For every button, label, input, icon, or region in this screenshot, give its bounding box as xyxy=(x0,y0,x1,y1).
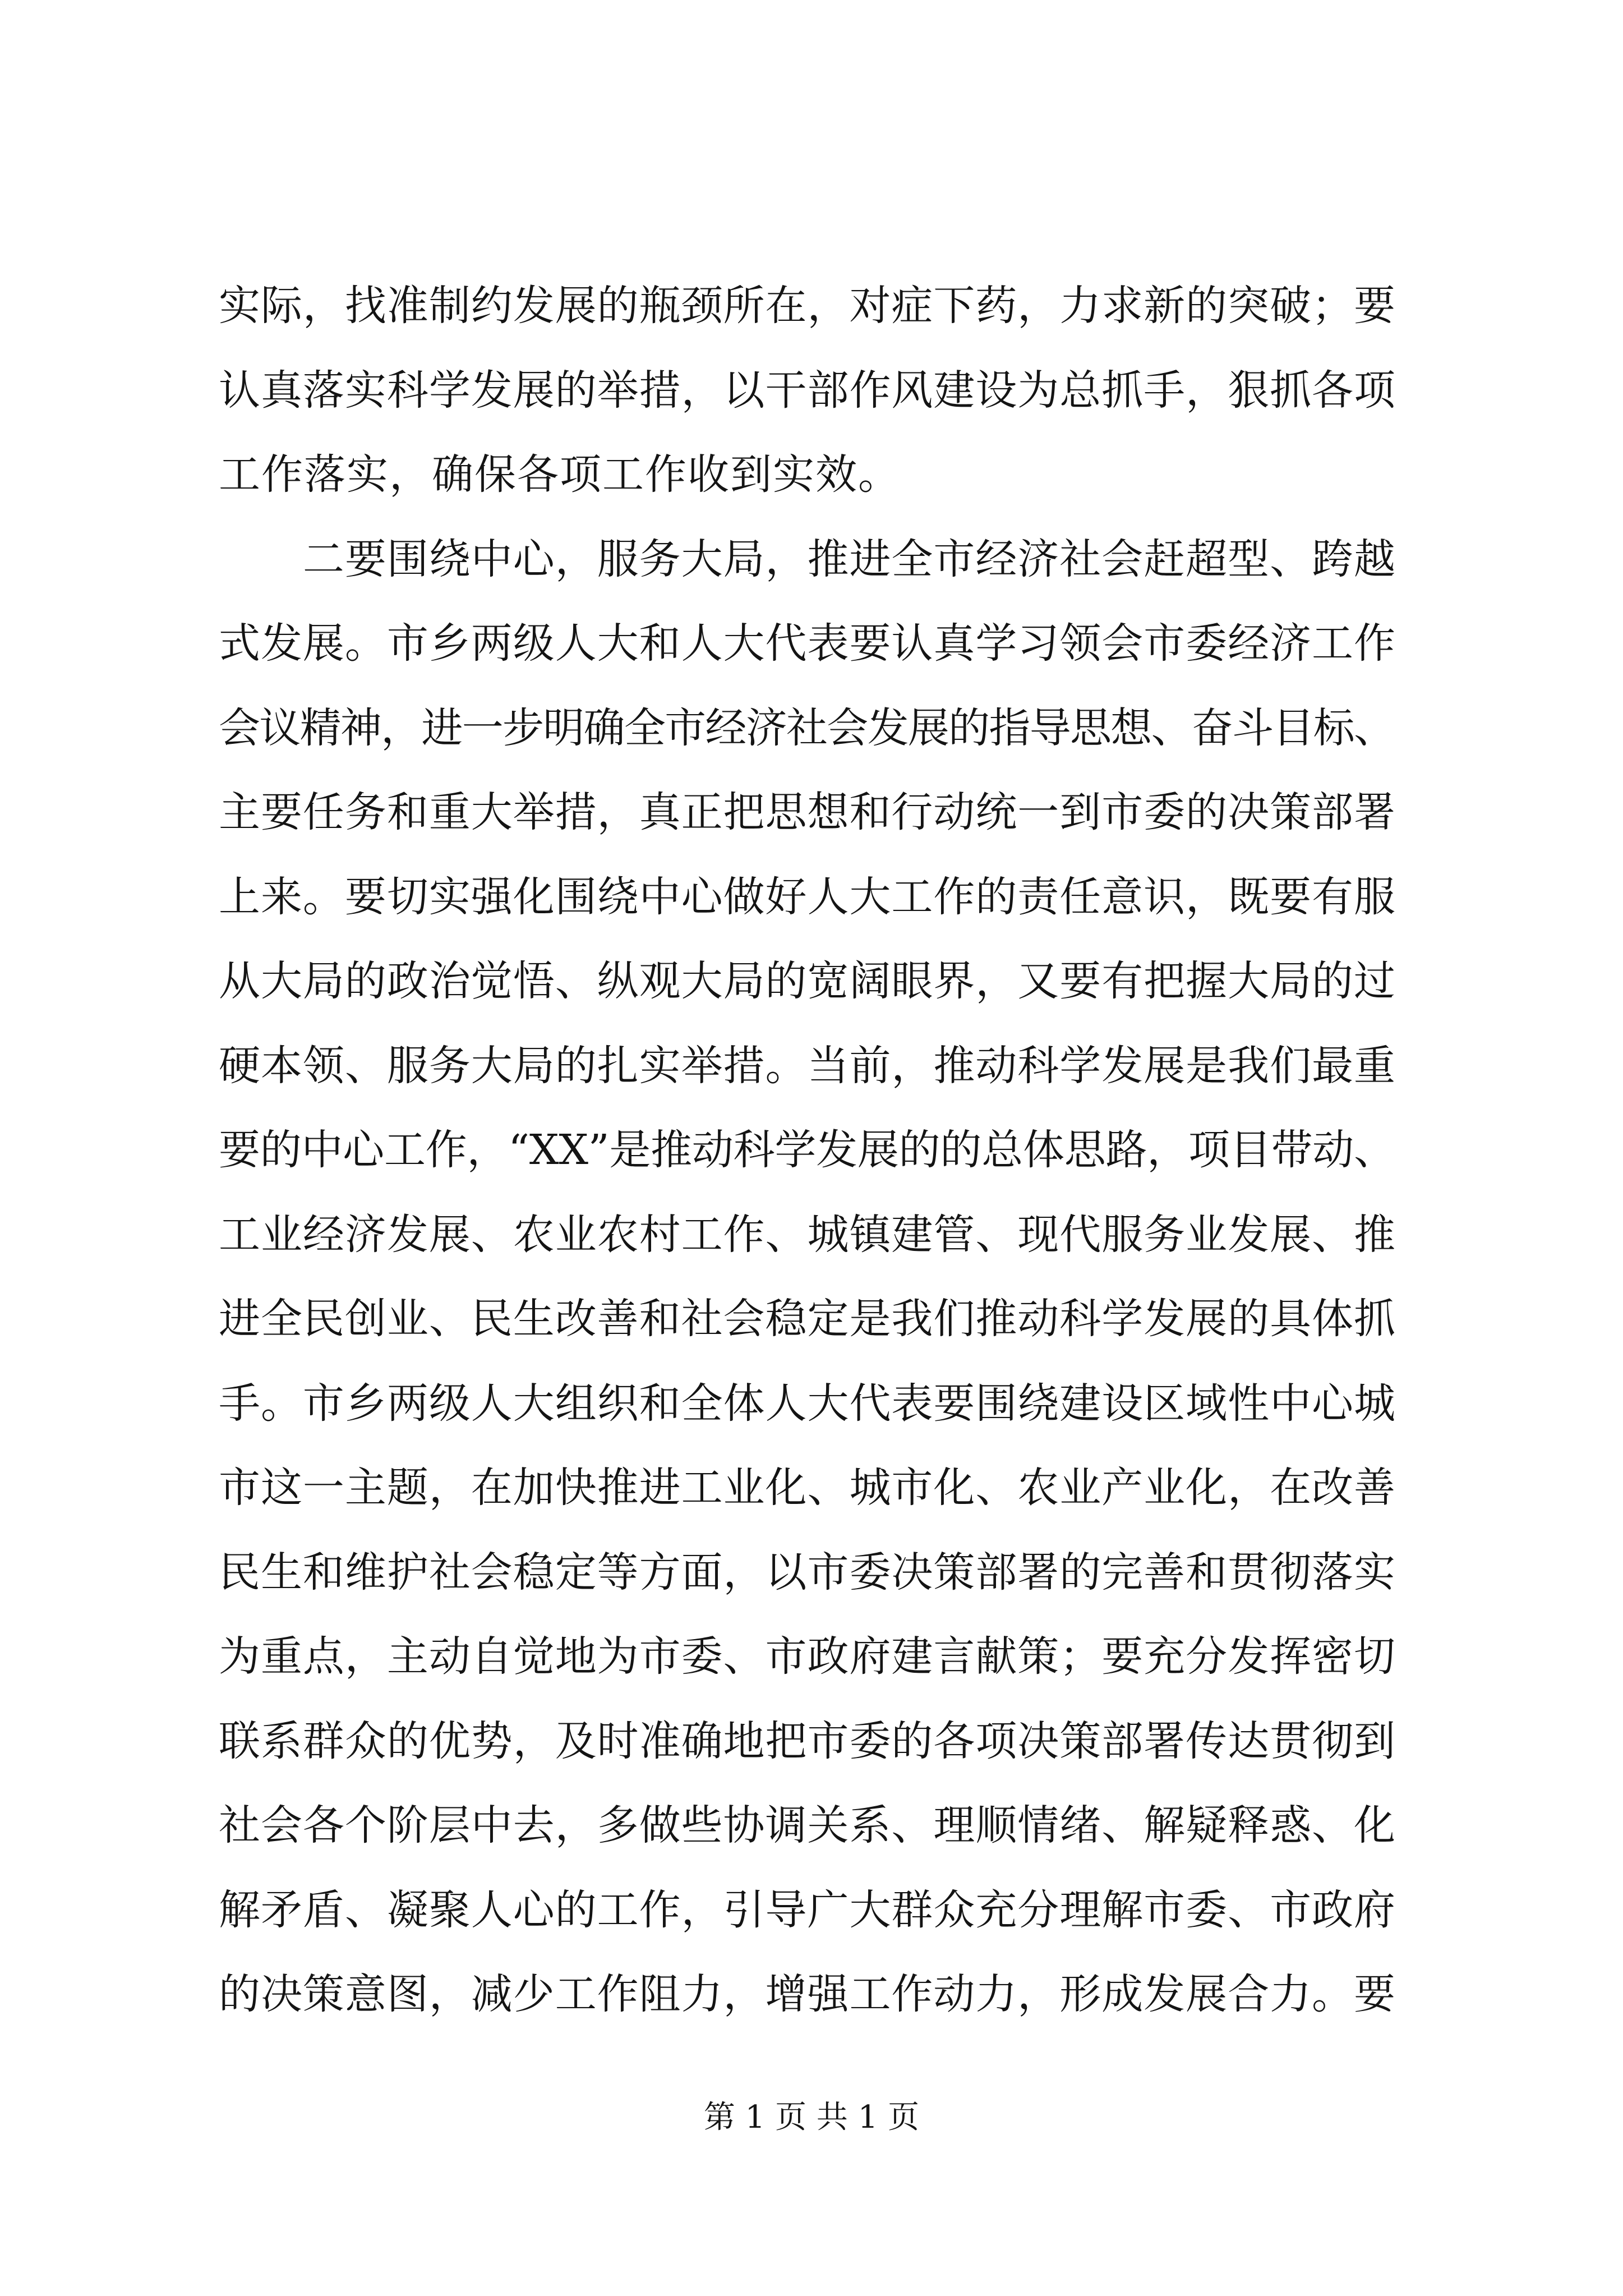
page-footer: 第 1 页 共 1 页 xyxy=(703,2099,920,2136)
text-line: 会议精神，进一步明确全市经济社会发展的指导思想、奋斗目标、 xyxy=(219,703,1395,752)
text-line: 主要任务和重大举措，真正把思想和行动统一到市委的决策部署 xyxy=(219,788,1396,836)
text-line: 式发展。市乡两级人大和人大代表要认真学习领会市委经济工作 xyxy=(219,619,1396,668)
text-line: 社会各个阶层中去，多做些协调关系、理顺情绪、解疑释惑、化 xyxy=(219,1801,1396,1849)
text-line: 的决策意图，减少工作阻力，增强工作动力，形成发展合力。要 xyxy=(219,1970,1396,2018)
text-line: 认真落实科学发展的举措，以干部作风建设为总抓手，狠抓各项 xyxy=(219,366,1396,415)
text-line: 解矛盾、凝聚人心的工作，引导广大群众充分理解市委、市政府 xyxy=(219,1885,1396,1934)
text-line: 民生和维护社会稳定等方面，以市委决策部署的完善和贯彻落实 xyxy=(219,1548,1396,1596)
text-line: 工作落实，确保各项工作收到实效。 xyxy=(219,450,901,499)
text-line: 为重点，主动自觉地为市委、市政府建言献策；要充分发挥密切 xyxy=(219,1632,1396,1681)
text-line: 要的中心工作，“XX”是推动科学发展的的总体思路，项目带动、 xyxy=(219,1126,1395,1174)
text-line: 手。市乡两级人大组织和全体人大代表要围绕建设区域性中心城 xyxy=(219,1379,1396,1428)
text-line: 实际，找准制约发展的瓶颈所在，对症下药，力求新的突破；要 xyxy=(219,282,1396,330)
text-line: 联系群众的优势，及时准确地把市委的各项决策部署传达贯彻到 xyxy=(219,1717,1396,1765)
text-line: 硬本领、服务大局的扎实举措。当前，推动科学发展是我们最重 xyxy=(219,1041,1396,1090)
text-line: 进全民创业、民生改善和社会稳定是我们推动科学发展的具体抓 xyxy=(219,1295,1396,1343)
text-line: 二要围绕中心，服务大局，推进全市经济社会赶超型、跨越 xyxy=(219,535,1396,583)
text-line: 从大局的政治觉悟、纵观大局的宽阔眼界，又要有把握大局的过 xyxy=(219,957,1396,1005)
text-line: 工业经济发展、农业农村工作、城镇建管、现代服务业发展、推 xyxy=(219,1210,1396,1259)
text-line: 上来。要切实强化围绕中心做好人大工作的责任意识，既要有服 xyxy=(219,872,1396,921)
text-line: 市这一主题，在加快推进工业化、城市化、农业产业化，在改善 xyxy=(219,1464,1396,1512)
